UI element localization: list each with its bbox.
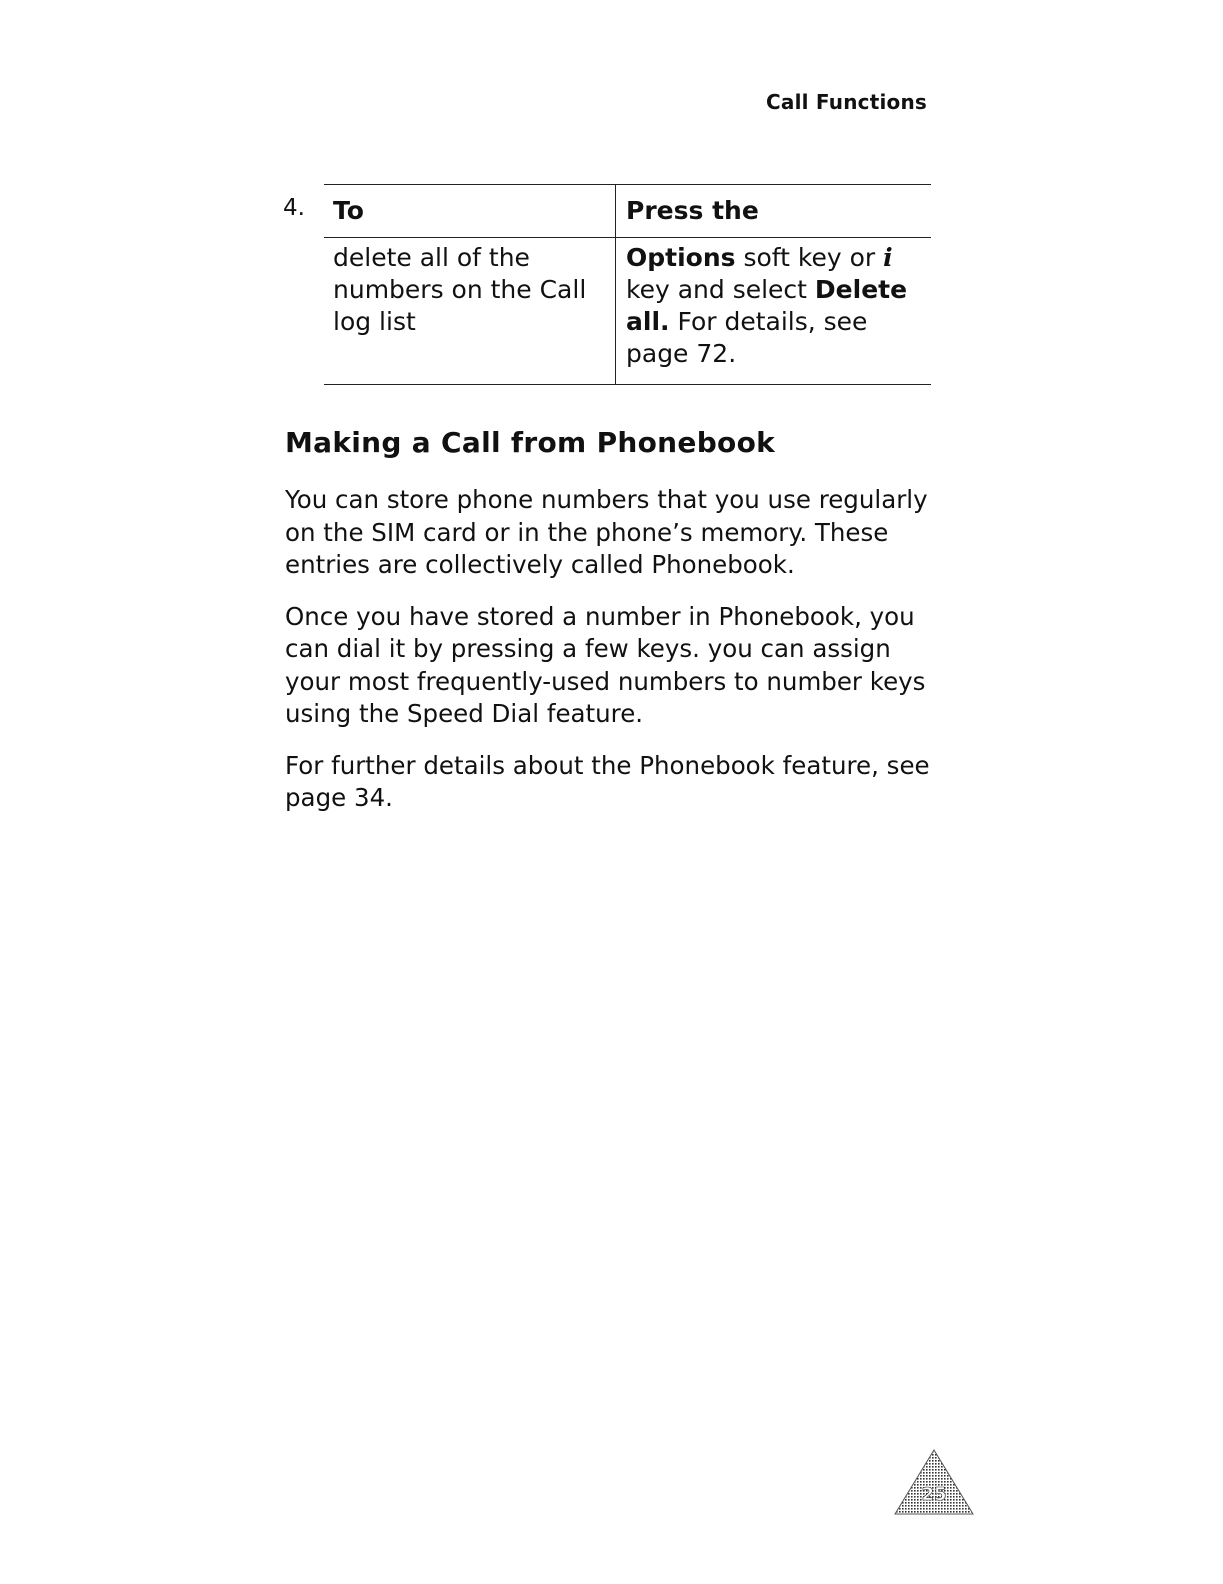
step-number: 4. xyxy=(283,195,305,221)
table-row xyxy=(324,238,931,385)
table-cell-to: delete all of the numbers on the Call log list xyxy=(333,243,587,336)
paragraph: For further details about the Phonebook feature, see page 34. xyxy=(285,750,930,812)
page-number: 25 xyxy=(921,1484,947,1505)
press-text-1: soft key or xyxy=(735,243,884,272)
table-cell-press xyxy=(616,238,932,385)
instruction-table xyxy=(324,184,931,385)
press-text-3: For details, see page 72. xyxy=(626,307,868,368)
paragraph: Once you have stored a number in Phonebook, you can dial it by pressing a few keys. you can assign your most frequently-used numbers to number keys using the Speed Dial feature. xyxy=(285,601,926,728)
section-body xyxy=(285,484,945,834)
info-key-icon: i xyxy=(883,243,893,272)
paragraph: You can store phone numbers that you use regularly on the SIM card or in the phone’s memory. These entries are collectively called Phonebook. xyxy=(285,485,928,579)
delete-all-label: Delete all. xyxy=(626,275,908,336)
page-number-badge xyxy=(893,1448,975,1516)
table-header-press: Press the xyxy=(616,185,932,238)
press-text-2: key and select xyxy=(626,275,815,304)
options-key-label: Options xyxy=(626,243,736,272)
table-header-row xyxy=(324,185,931,238)
page-header-title: Call Functions xyxy=(766,90,927,114)
table-header-to: To xyxy=(333,196,364,225)
section-heading: Making a Call from Phonebook xyxy=(285,426,776,459)
